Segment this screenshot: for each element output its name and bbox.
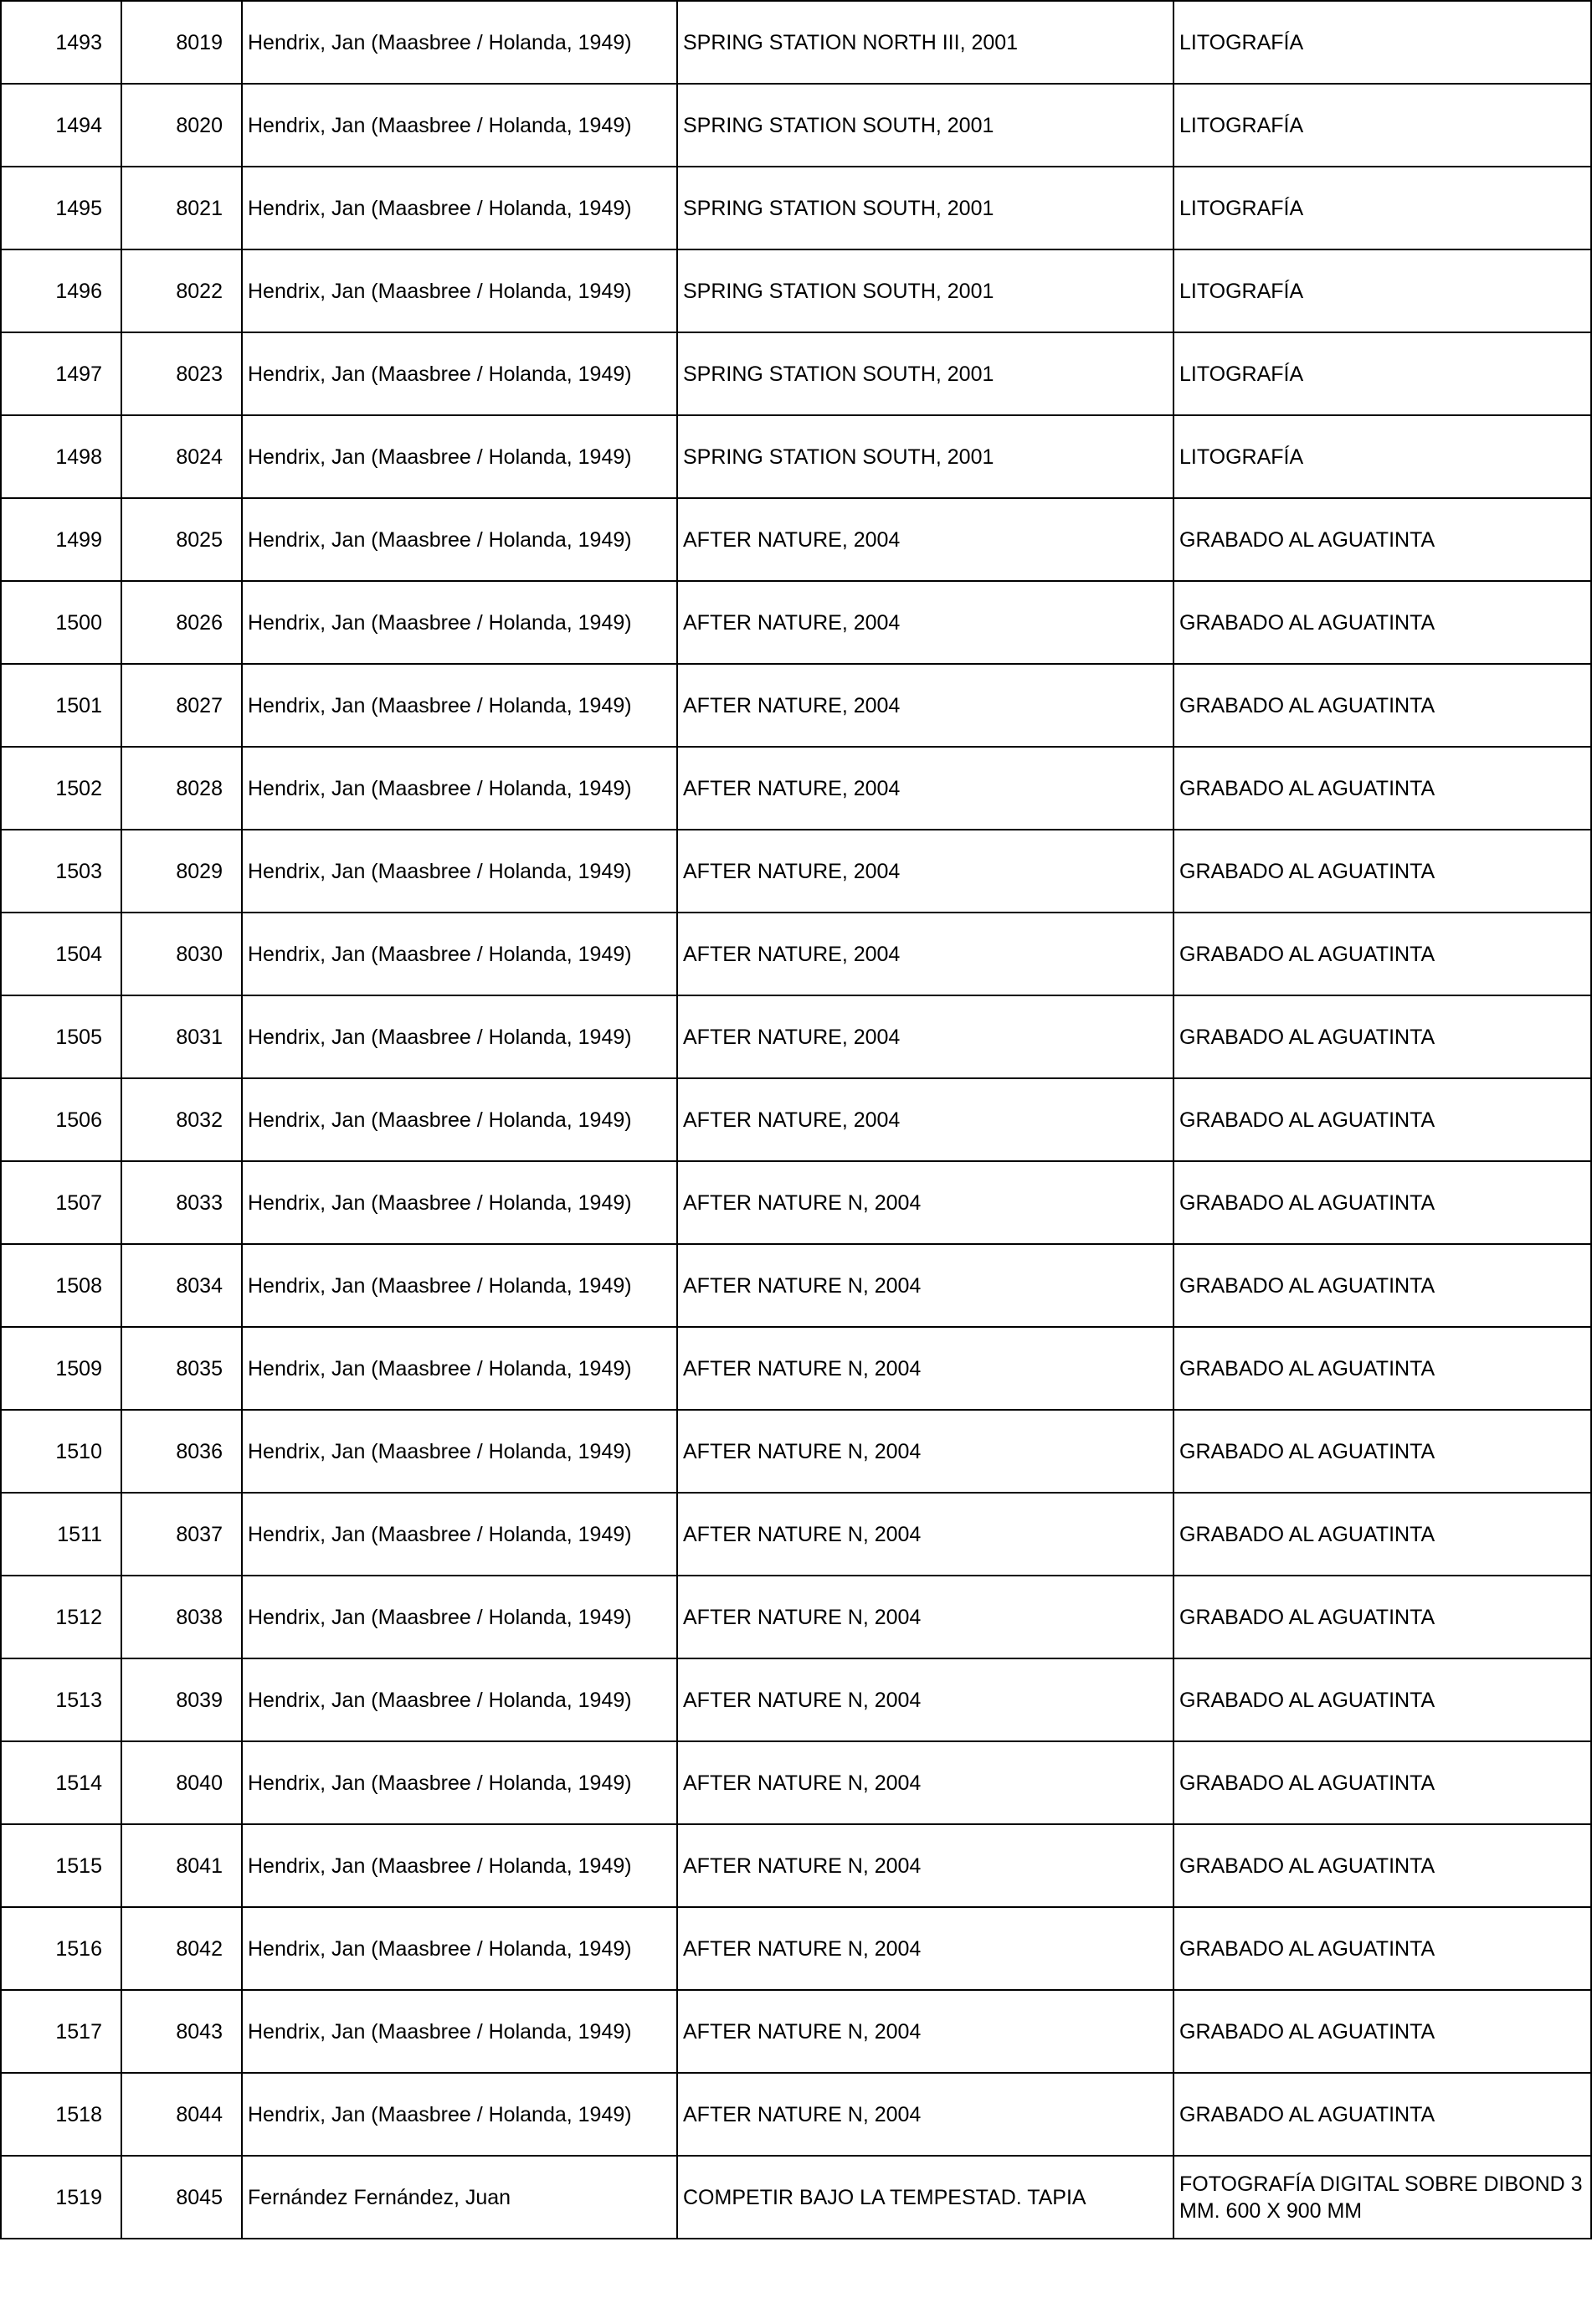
title-cell: COMPETIR BAJO LA TEMPESTAD. TAPIA: [677, 2156, 1173, 2239]
title-cell: AFTER NATURE, 2004: [677, 830, 1173, 913]
table-row: [1, 167, 1591, 249]
artist-cell: Hendrix, Jan (Maasbree / Holanda, 1949): [242, 664, 677, 747]
artist-cell: Hendrix, Jan (Maasbree / Holanda, 1949): [242, 84, 677, 167]
row-number-cell: 1499: [1, 498, 121, 581]
row-number-cell: 1503: [1, 830, 121, 913]
row-number-cell: 1512: [1, 1576, 121, 1658]
artist-cell: Hendrix, Jan (Maasbree / Holanda, 1949): [242, 1741, 677, 1824]
title-cell: AFTER NATURE N, 2004: [677, 1741, 1173, 1824]
technique-cell: FOTOGRAFÍA DIGITAL SOBRE DIBOND 3 MM. 600 X 900 MM: [1173, 2156, 1591, 2239]
table-row: [1, 415, 1591, 498]
technique-cell: GRABADO AL AGUATINTA: [1173, 995, 1591, 1078]
table-row: [1, 498, 1591, 581]
title-cell: AFTER NATURE N, 2004: [677, 1576, 1173, 1658]
technique-cell: GRABADO AL AGUATINTA: [1173, 1741, 1591, 1824]
title-cell: SPRING STATION SOUTH, 2001: [677, 84, 1173, 167]
row-number-cell: 1517: [1, 1990, 121, 2073]
artist-cell: Hendrix, Jan (Maasbree / Holanda, 1949): [242, 249, 677, 332]
technique-cell: GRABADO AL AGUATINTA: [1173, 581, 1591, 664]
row-number-cell: 1506: [1, 1078, 121, 1161]
artist-cell: Hendrix, Jan (Maasbree / Holanda, 1949): [242, 415, 677, 498]
table-row: [1, 747, 1591, 830]
inventory-id-cell: 8026: [121, 581, 242, 664]
table-row: [1, 1327, 1591, 1410]
artist-cell: Hendrix, Jan (Maasbree / Holanda, 1949): [242, 830, 677, 913]
title-cell: AFTER NATURE N, 2004: [677, 1824, 1173, 1907]
artist-cell: Hendrix, Jan (Maasbree / Holanda, 1949): [242, 1907, 677, 1990]
artist-cell: Hendrix, Jan (Maasbree / Holanda, 1949): [242, 1161, 677, 1244]
title-cell: AFTER NATURE, 2004: [677, 498, 1173, 581]
technique-cell: LITOGRAFÍA: [1173, 1, 1591, 84]
table-row: [1, 1741, 1591, 1824]
inventory-id-cell: 8025: [121, 498, 242, 581]
technique-cell: GRABADO AL AGUATINTA: [1173, 1493, 1591, 1576]
table-row: [1, 1078, 1591, 1161]
inventory-id-cell: 8033: [121, 1161, 242, 1244]
row-number-cell: 1509: [1, 1327, 121, 1410]
inventory-id-cell: 8032: [121, 1078, 242, 1161]
inventory-id-cell: 8022: [121, 249, 242, 332]
title-cell: SPRING STATION NORTH III, 2001: [677, 1, 1173, 84]
inventory-id-cell: 8042: [121, 1907, 242, 1990]
row-number-cell: 1507: [1, 1161, 121, 1244]
table-row: [1, 664, 1591, 747]
technique-cell: LITOGRAFÍA: [1173, 415, 1591, 498]
title-cell: AFTER NATURE N, 2004: [677, 1907, 1173, 1990]
technique-cell: GRABADO AL AGUATINTA: [1173, 747, 1591, 830]
artist-cell: Hendrix, Jan (Maasbree / Holanda, 1949): [242, 1244, 677, 1327]
technique-cell: LITOGRAFÍA: [1173, 249, 1591, 332]
inventory-id-cell: 8019: [121, 1, 242, 84]
row-number-cell: 1495: [1, 167, 121, 249]
title-cell: AFTER NATURE N, 2004: [677, 2073, 1173, 2156]
table-row: [1, 1244, 1591, 1327]
artist-cell: Hendrix, Jan (Maasbree / Holanda, 1949): [242, 1576, 677, 1658]
artist-cell: Hendrix, Jan (Maasbree / Holanda, 1949): [242, 167, 677, 249]
title-cell: AFTER NATURE N, 2004: [677, 1327, 1173, 1410]
inventory-id-cell: 8043: [121, 1990, 242, 2073]
table-row: [1, 1576, 1591, 1658]
artist-cell: Hendrix, Jan (Maasbree / Holanda, 1949): [242, 747, 677, 830]
title-cell: AFTER NATURE, 2004: [677, 1078, 1173, 1161]
inventory-id-cell: 8035: [121, 1327, 242, 1410]
artist-cell: Hendrix, Jan (Maasbree / Holanda, 1949): [242, 1, 677, 84]
inventory-id-cell: 8023: [121, 332, 242, 415]
inventory-id-cell: 8036: [121, 1410, 242, 1493]
technique-cell: GRABADO AL AGUATINTA: [1173, 1658, 1591, 1741]
title-cell: AFTER NATURE, 2004: [677, 913, 1173, 995]
title-cell: AFTER NATURE N, 2004: [677, 1244, 1173, 1327]
technique-cell: GRABADO AL AGUATINTA: [1173, 1576, 1591, 1658]
row-number-cell: 1502: [1, 747, 121, 830]
row-number-cell: 1493: [1, 1, 121, 84]
inventory-id-cell: 8037: [121, 1493, 242, 1576]
title-cell: AFTER NATURE N, 2004: [677, 1658, 1173, 1741]
inventory-id-cell: 8045: [121, 2156, 242, 2239]
table-row: [1, 84, 1591, 167]
artist-cell: Hendrix, Jan (Maasbree / Holanda, 1949): [242, 1410, 677, 1493]
row-number-cell: 1515: [1, 1824, 121, 1907]
inventory-id-cell: 8044: [121, 2073, 242, 2156]
inventory-id-cell: 8039: [121, 1658, 242, 1741]
title-cell: AFTER NATURE N, 2004: [677, 1161, 1173, 1244]
title-cell: AFTER NATURE, 2004: [677, 581, 1173, 664]
row-number-cell: 1516: [1, 1907, 121, 1990]
title-cell: SPRING STATION SOUTH, 2001: [677, 415, 1173, 498]
technique-cell: GRABADO AL AGUATINTA: [1173, 1078, 1591, 1161]
inventory-id-cell: 8031: [121, 995, 242, 1078]
artist-cell: Hendrix, Jan (Maasbree / Holanda, 1949): [242, 1493, 677, 1576]
row-number-cell: 1497: [1, 332, 121, 415]
row-number-cell: 1496: [1, 249, 121, 332]
artist-cell: Hendrix, Jan (Maasbree / Holanda, 1949): [242, 1824, 677, 1907]
title-cell: AFTER NATURE, 2004: [677, 747, 1173, 830]
technique-cell: LITOGRAFÍA: [1173, 84, 1591, 167]
artist-cell: Fernández Fernández, Juan: [242, 2156, 677, 2239]
artist-cell: Hendrix, Jan (Maasbree / Holanda, 1949): [242, 913, 677, 995]
table-row: [1, 1658, 1591, 1741]
table-row: [1, 1990, 1591, 2073]
title-cell: SPRING STATION SOUTH, 2001: [677, 249, 1173, 332]
inventory-id-cell: 8021: [121, 167, 242, 249]
technique-cell: GRABADO AL AGUATINTA: [1173, 1907, 1591, 1990]
inventory-id-cell: 8041: [121, 1824, 242, 1907]
row-number-cell: 1514: [1, 1741, 121, 1824]
title-cell: AFTER NATURE, 2004: [677, 995, 1173, 1078]
artist-cell: Hendrix, Jan (Maasbree / Holanda, 1949): [242, 1658, 677, 1741]
inventory-id-cell: 8029: [121, 830, 242, 913]
row-number-cell: 1501: [1, 664, 121, 747]
table-row: [1, 2073, 1591, 2156]
table-row: [1, 1, 1591, 84]
technique-cell: GRABADO AL AGUATINTA: [1173, 498, 1591, 581]
row-number-cell: 1519: [1, 2156, 121, 2239]
table-row: [1, 332, 1591, 415]
table-row: [1, 1824, 1591, 1907]
inventory-id-cell: 8027: [121, 664, 242, 747]
table-row: [1, 1410, 1591, 1493]
row-number-cell: 1504: [1, 913, 121, 995]
technique-cell: GRABADO AL AGUATINTA: [1173, 1990, 1591, 2073]
artist-cell: Hendrix, Jan (Maasbree / Holanda, 1949): [242, 332, 677, 415]
row-number-cell: 1494: [1, 84, 121, 167]
row-number-cell: 1518: [1, 2073, 121, 2156]
technique-cell: GRABADO AL AGUATINTA: [1173, 1410, 1591, 1493]
table-row: [1, 913, 1591, 995]
artist-cell: Hendrix, Jan (Maasbree / Holanda, 1949): [242, 1327, 677, 1410]
inventory-id-cell: 8024: [121, 415, 242, 498]
technique-cell: GRABADO AL AGUATINTA: [1173, 664, 1591, 747]
inventory-table-body: [1, 1, 1591, 2239]
artist-cell: Hendrix, Jan (Maasbree / Holanda, 1949): [242, 581, 677, 664]
technique-cell: GRABADO AL AGUATINTA: [1173, 2073, 1591, 2156]
table-row: [1, 249, 1591, 332]
title-cell: SPRING STATION SOUTH, 2001: [677, 332, 1173, 415]
inventory-id-cell: 8034: [121, 1244, 242, 1327]
title-cell: AFTER NATURE N, 2004: [677, 1990, 1173, 2073]
table-row: [1, 1907, 1591, 1990]
technique-cell: GRABADO AL AGUATINTA: [1173, 913, 1591, 995]
inventory-id-cell: 8030: [121, 913, 242, 995]
row-number-cell: 1500: [1, 581, 121, 664]
table-row: [1, 581, 1591, 664]
technique-cell: GRABADO AL AGUATINTA: [1173, 830, 1591, 913]
technique-cell: GRABADO AL AGUATINTA: [1173, 1327, 1591, 1410]
inventory-id-cell: 8028: [121, 747, 242, 830]
technique-cell: GRABADO AL AGUATINTA: [1173, 1244, 1591, 1327]
row-number-cell: 1508: [1, 1244, 121, 1327]
inventory-id-cell: 8020: [121, 84, 242, 167]
title-cell: AFTER NATURE N, 2004: [677, 1493, 1173, 1576]
artist-cell: Hendrix, Jan (Maasbree / Holanda, 1949): [242, 2073, 677, 2156]
inventory-id-cell: 8038: [121, 1576, 242, 1658]
artist-cell: Hendrix, Jan (Maasbree / Holanda, 1949): [242, 1990, 677, 2073]
technique-cell: GRABADO AL AGUATINTA: [1173, 1161, 1591, 1244]
artist-cell: Hendrix, Jan (Maasbree / Holanda, 1949): [242, 995, 677, 1078]
table-row: [1, 2156, 1591, 2239]
technique-cell: GRABADO AL AGUATINTA: [1173, 1824, 1591, 1907]
row-number-cell: 1498: [1, 415, 121, 498]
row-number-cell: 1505: [1, 995, 121, 1078]
technique-cell: LITOGRAFÍA: [1173, 167, 1591, 249]
table-row: [1, 995, 1591, 1078]
title-cell: AFTER NATURE N, 2004: [677, 1410, 1173, 1493]
artist-cell: Hendrix, Jan (Maasbree / Holanda, 1949): [242, 1078, 677, 1161]
row-number-cell: 1510: [1, 1410, 121, 1493]
title-cell: AFTER NATURE, 2004: [677, 664, 1173, 747]
inventory-id-cell: 8040: [121, 1741, 242, 1824]
title-cell: SPRING STATION SOUTH, 2001: [677, 167, 1173, 249]
row-number-cell: 1513: [1, 1658, 121, 1741]
technique-cell: LITOGRAFÍA: [1173, 332, 1591, 415]
table-row: [1, 830, 1591, 913]
table-row: [1, 1161, 1591, 1244]
row-number-cell: 1511: [1, 1493, 121, 1576]
artist-cell: Hendrix, Jan (Maasbree / Holanda, 1949): [242, 498, 677, 581]
table-row: [1, 1493, 1591, 1576]
